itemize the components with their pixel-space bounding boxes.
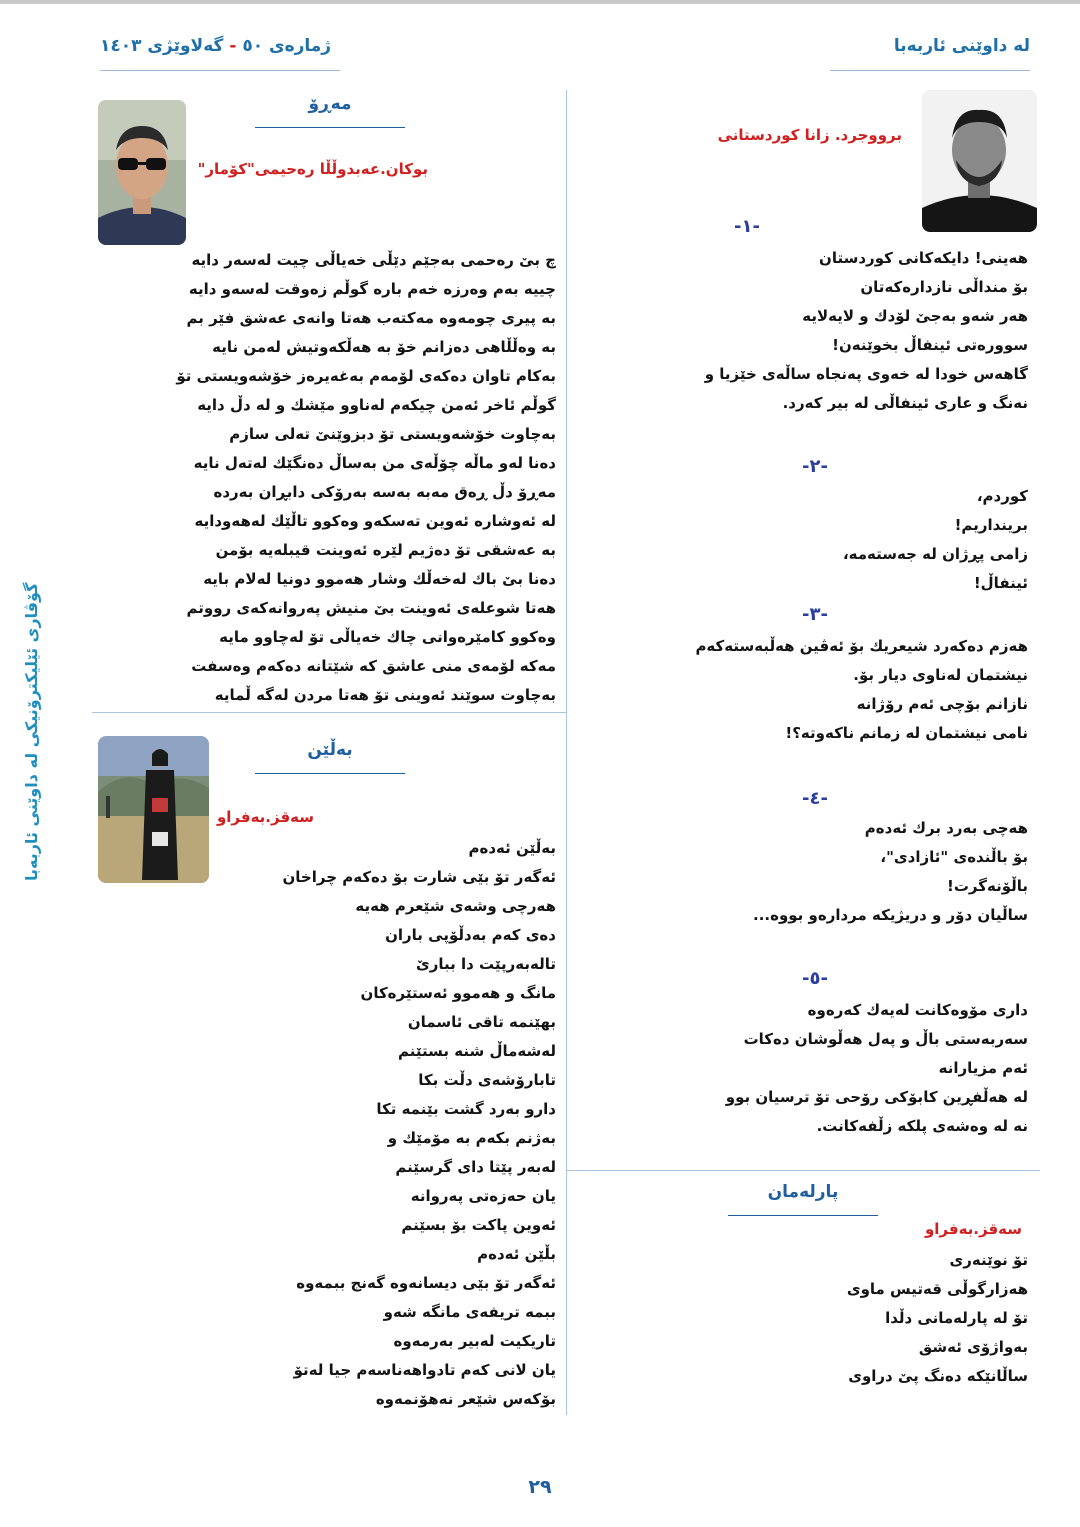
poem-line: چ بێ ره‌حمی به‌جێم دێڵی خه‌یاڵی چیت له‌سه‌ر دایه [191,251,556,269]
poem1-section-number: -١- [734,216,760,237]
poem-line: ئینفاڵ! [973,574,1028,592]
poem-line: یان حه‌زه‌تی په‌روانه [410,1187,556,1205]
poem-line: تاله‌به‌رپێت دا ببارێ [415,955,556,973]
poem1-stanza-2 [843,482,1028,598]
poem1-section-number: -٤- [802,788,828,809]
poem-line: بۆ باڵنده‌ی "ئازادی"، [880,848,1028,866]
poem1-stanza-5 [726,996,1028,1141]
poem4-title-rule [728,1215,878,1216]
header-rule-right [830,70,1030,71]
poem-line: هه‌زم ده‌كه‌رد شیعریك بۆ ئه‌ڤین هه‌ڵبه‌سته‌كه‌م [695,637,1028,655]
poem-line: نیشتمان له‌ناوی دیار بۆ. [853,666,1028,684]
poem-line: هه‌چی به‌رد برك ئه‌ده‌م [864,819,1028,837]
author-photo-abdullah [98,100,186,245]
poem-line: ده‌ی كه‌م به‌دڵۆپی باران [385,926,556,944]
poem-line: باڵۆنه‌گرت! [947,877,1028,895]
poem-line: نه‌نگ و عاری ئینفاڵی له بیر كه‌رد. [782,394,1028,412]
poem-line: بڵێن ئه‌ده‌م [477,1245,556,1263]
poem-line: ئه‌گه‌ر تۆ بێی شارت بۆ ده‌كه‌م چراخان [282,868,556,886]
poem-line: سه‌ربه‌ستی باڵ و په‌ل هه‌ڵوشان ده‌كات [743,1030,1028,1048]
poem-line: به‌چاوت خۆشه‌ویستی تۆ دبزوێنێ ته‌لی سازم [229,425,556,443]
issue-date: گه‌لاوێژی ١٤٠٣ [100,36,224,56]
poem-line: ساڵانێكه ده‌نگ پێ دراوی [848,1367,1028,1385]
left-section-divider [92,712,566,713]
poem3-title: به‌ڵێن [307,740,353,760]
poem-line: به‌ڵێن ئه‌ده‌م [468,839,556,857]
poem-line: كوردم، [976,487,1028,505]
poem1-stanza-4 [753,814,1028,930]
poem-line: تاریكیت له‌بیر به‌رمه‌وه [393,1332,556,1350]
poem-line: مانگ و هه‌موو ئه‌ستێره‌كان [360,984,556,1002]
poem-line: بهێنمه تاقی ئاسمان [407,1013,556,1031]
poem-line: تۆ نوێنه‌ری [949,1251,1028,1269]
poem2-body [176,246,556,710]
right-section-divider [566,1170,1040,1171]
poem-line: ئه‌وین پاكت بۆ بسێنم [401,1216,556,1234]
poem-line: گاهه‌س خودا له خه‌وی په‌نجاه ساڵه‌ی خێزیا و [704,365,1028,383]
poem-line: هه‌ینی! دایكه‌كانی كوردستان [819,249,1028,267]
poem-line: چییه به‌م وه‌رزه خه‌م باره گوڵم زه‌وقت له‌سه‌و دایه [188,280,556,298]
poem2-author: بوكان.عه‌بدوڵڵا ره‌حیمی"كۆمار" [197,160,428,178]
poem-line: نامی نیشتمان له زمانم ناكه‌وته‌؟! [785,724,1028,742]
poem-line: له هه‌ڵفڕین كابۆكی رۆحی تۆ ترسیان بوو [725,1088,1028,1106]
poem-line: له ئه‌وشاره ئه‌وین ته‌سكه‌و وه‌كوو تاڵێك له‌هه‌ودایه [194,512,556,530]
poem-line: بۆكه‌س شێعر نه‌هۆنمه‌وه [375,1390,556,1408]
poem-line: نازانم بۆچی ئه‌م رۆژانه [856,695,1028,713]
poem-line: به وه‌ڵڵاهی ده‌زانم خۆ به هه‌ڵكه‌وتیش له‌من نایه [212,338,556,356]
poem-line: دارو به‌رد گشت بێنمه تكا [376,1100,556,1118]
poem4-author: سه‌قز.به‌فراو [924,1220,1022,1238]
author-photo-zana [922,90,1037,232]
poem-line: بۆ منداڵی نازداره‌كه‌تان [860,278,1028,296]
author-photo-bafraw [98,736,209,883]
poem-line: ده‌نا بێ باك له‌خه‌ڵك وشار هه‌موو دونیا له‌لام بایه [203,570,556,588]
poem3-title-rule [255,773,405,774]
poem2-title-rule [255,127,405,128]
poem1-section-number: -٣- [802,604,828,625]
poem-line: به‌ژنم بكه‌م به مۆمێك و [387,1129,556,1147]
magazine-side-title: گۆڤاری ئێلیکترۆنیکی له داوێنی ئاربه‌با [22,582,41,882]
poem-line: داری مۆوه‌كانت له‌یه‌ك كه‌ره‌وه [807,1001,1028,1019]
poem-line: ساڵیان دۆر و دریژیكه مردارەو بووه... [753,906,1028,924]
poem-line: هه‌تا شوعله‌ی ئه‌وینت بێ منیش په‌روانه‌كه‌ی رووتم [186,599,556,617]
poem-line: تۆ له پارله‌مانی دڵدا [885,1309,1028,1327]
poem3-body [282,834,556,1414]
poem-line: به پیری چومه‌وه مه‌كته‌ب هه‌تا وانه‌ی عه‌شق فێر بم [186,309,556,327]
poem-line: گوڵم ئاخر ئه‌من چیكه‌م له‌ناوو مێشك و له دڵ دایه [197,396,556,414]
poem-line: له‌به‌ر پێتا دای گرسێنم [395,1158,556,1176]
header-rule-left [100,70,340,71]
poem-line: هه‌رچی وشه‌ی شێعرم هه‌یه [355,897,556,915]
poem4-body [847,1246,1028,1391]
issue-number: ژماره‌ی ٥٠ [242,36,332,56]
poem-line: وه‌كوو كامێره‌وانی چاك خه‌یاڵی تۆ له‌چاوو مایه [219,628,556,646]
poem-line: به‌واژۆی ئه‌شق [918,1338,1028,1356]
poem-line: له‌شه‌ماڵ شنه بستێنم [398,1042,556,1060]
issue-info: ژماره‌ی ٥٠ - گه‌لاوێژی ١٤٠٣ [100,36,332,56]
poem1-author: بروو‌جرد. زانا كوردستانی [717,126,902,144]
poem3-author: سه‌قز.به‌فراو [216,808,314,826]
poem1-section-number: -٥- [802,968,828,989]
poem-line: ببمه تریفه‌ی مانگه شه‌و [383,1303,556,1321]
poem-line: یان لانی كه‌م تادواهه‌ناسه‌م جیا له‌تۆ [293,1361,556,1379]
poem1-stanza-1 [705,244,1028,418]
poem-line: هه‌ر شه‌و به‌جێ لۆدك و لایه‌لایه [802,307,1028,325]
poem1-section-number: -٢- [802,456,828,477]
page-number: ٢٩ [528,1476,552,1498]
poem-line: برینداریم! [954,516,1028,534]
poem1-stanza-3 [695,632,1028,748]
poem-line: زامی پڕژان له جه‌سته‌مه، [842,545,1028,563]
poem-line: به عه‌شقی تۆ ده‌ژیم لێره ئه‌وینت قیبله‌یه بۆمن [215,541,556,559]
section-title: له داوێنی ئاربه‌با [893,36,1030,56]
poem-line: به‌كام تاوان ده‌كه‌ی لۆمه‌م به‌غه‌یره‌ز خۆشه‌ویستی تۆ [176,367,556,385]
poem-line: نه له وه‌شه‌ی پلكه زڵفه‌كانت. [816,1117,1028,1135]
poem4-title: پارله‌مان [767,1182,839,1202]
poem-line: به‌چاوت سوێند ئه‌وینی تۆ هه‌تا مردن له‌گه ڵمایه [214,686,556,704]
poem-line: مه‌كه لۆمه‌ی منی عاشق كه شێتانه ده‌كه‌م وه‌سفت [191,657,556,675]
poem-line: ئه‌م مزیارانه [938,1059,1028,1077]
poem-line: تابارۆشه‌ی دڵت بكا [418,1071,556,1089]
poem-line: سووره‌تی ئینفاڵ بخوێنه‌ن! [832,336,1028,354]
poem-line: مه‌ڕۆ دڵ ڕه‌ق مه‌به به‌سه به‌رۆكی دابڕان به‌رده [213,483,556,501]
poem-line: ئه‌گه‌ر تۆ بێی دیسانه‌وه گه‌نج ببمه‌وه [296,1274,556,1292]
column-divider [566,90,567,1415]
poem-line: ده‌نا له‌و ماڵه چۆڵه‌ی من به‌ساڵ ده‌نگێك له‌تەل نایه [193,454,556,472]
top-border [0,0,1080,4]
poem2-title: مه‌ڕۆ [308,94,352,114]
poem-line: هه‌زارگوڵی قه‌تیس ماوی [846,1280,1028,1298]
